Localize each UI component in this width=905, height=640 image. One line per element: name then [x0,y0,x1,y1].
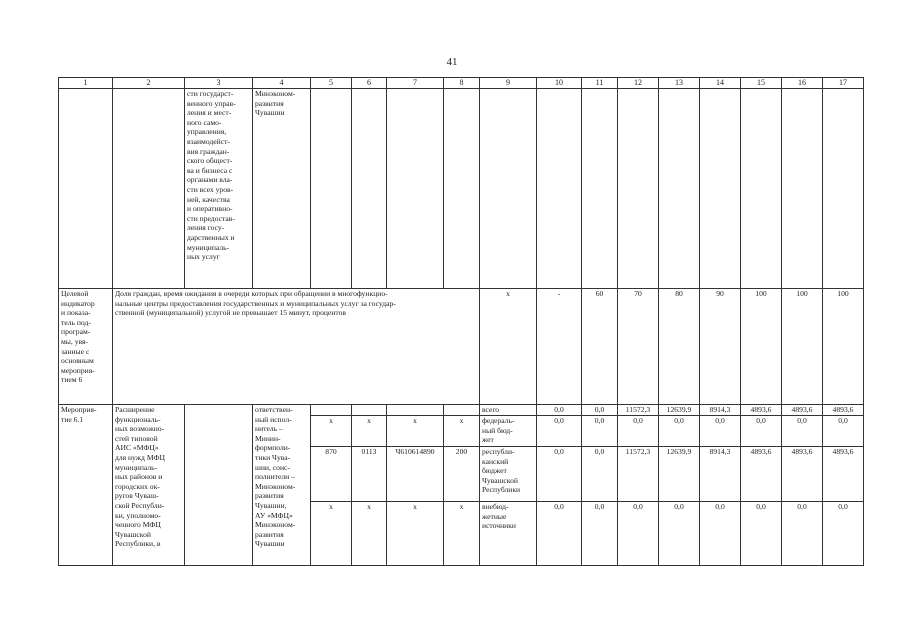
header-cell: 6 [352,78,387,89]
cell-line: источники [482,521,516,531]
amount-cell: 11572,3 [618,447,659,502]
cell-line: занные с [61,346,90,356]
amount-cell: 0,0 [537,447,582,502]
code-cell: х [352,416,387,447]
cell-line: тием 6 [61,375,83,385]
header-cell: 4 [253,78,311,89]
cell-line: и показа- [61,308,91,318]
amount-cell: 0,0 [537,405,582,416]
cell-line: тики Чува- [255,452,291,462]
indicator-label [59,289,113,405]
code-cell [387,405,444,416]
header-cell: 10 [537,78,582,89]
amount-cell: 12639,9 [659,447,700,502]
cell-line: ления госу- [187,223,225,233]
measure-description [113,405,185,566]
cell-line: Минэконом- [255,520,296,530]
cell-line: вия граждан- [187,146,230,156]
cell-line: Республики, в [115,539,161,549]
amount-cell: 0,0 [782,502,823,566]
code-cell [352,405,387,416]
cell-line: Чувашии [255,108,285,118]
code-cell: Ч610614890 [387,447,444,502]
cell-line: тие 6.1 [61,414,84,424]
cell-line: Минэконом- [255,481,296,491]
amount-cell: 0,0 [741,502,782,566]
cell-line: Расширение [115,405,155,414]
cell-line: Минин- [255,433,281,443]
measure-empty [185,405,253,566]
code-cell [311,405,352,416]
cell-line: ного само- [187,117,222,127]
cell-line: взаимодейст- [187,136,230,146]
header-cell: 13 [659,78,700,89]
cell-line: развития [255,98,284,108]
code-cell: х [311,502,352,566]
cell-line: програм- [61,327,91,337]
header-row [59,78,864,89]
cell-line: сти государст- [187,89,234,98]
code-cell: х [387,502,444,566]
amount-cell: 4893,6 [823,447,864,502]
cell-line: муниципаль- [187,242,230,252]
executor-cell [253,89,311,289]
indicator-row [59,289,864,405]
cell-line: ва и бизнеса с [187,165,233,175]
cell-line: федераль- [482,416,515,425]
indicator-value: 100 [823,289,864,405]
indicator-c10: - [537,289,582,405]
page-number: 41 [446,56,458,68]
amount-cell: 0,0 [700,502,741,566]
amount-cell: 4893,6 [741,447,782,502]
amount-cell: 0,0 [537,502,582,566]
cell-line: всего [482,405,500,414]
cell-line: сти предостав- [187,213,235,223]
code-cell: х [444,502,480,566]
header-cell: 11 [582,78,618,89]
header-cell: 15 [741,78,782,89]
code-cell: 200 [444,447,480,502]
measure-executors [253,405,311,566]
indicator-value: 60 [582,289,618,405]
cell-line: полнители – [255,472,295,482]
cell-line: ки, уполномо- [115,510,161,520]
cell-line: ный испол- [255,414,292,424]
cell-line: нитель – [255,424,283,434]
cell-line: мероприя- [61,365,95,375]
cell-line: основным [61,356,94,366]
amount-cell: 0,0 [659,502,700,566]
header-cell: 16 [782,78,823,89]
amount-cell: 4893,6 [741,405,782,416]
indicator-text [113,289,480,405]
indicator-value: 100 [782,289,823,405]
cell-line: внебюд- [482,502,509,511]
header-cell: 9 [480,78,537,89]
cell-line: ответствен- [255,405,293,414]
cell-line: ных услуг [187,252,220,262]
cell-line: Минэконом- [255,89,296,98]
header-cell: 2 [113,78,185,89]
amount-cell: 0,0 [741,416,782,447]
header-cell: 3 [185,78,253,89]
goal-text-cell [185,89,253,289]
amount-cell: 0,0 [582,405,618,416]
funding-source [480,405,537,416]
cell-line: ных районов и [115,472,163,482]
cell-line: формполи- [255,443,291,453]
amount-cell: 4893,6 [782,447,823,502]
amount-cell: 4893,6 [823,405,864,416]
header-cell: 1 [59,78,113,89]
amount-cell: 0,0 [700,416,741,447]
cell-line: венного управ- [187,98,236,108]
cell-line: тель под- [61,317,91,327]
cell-line: шии, соис- [255,462,290,472]
cell-line: развития [255,491,284,501]
indicator-value: 90 [700,289,741,405]
indicator-c9: х [480,289,537,405]
header-cell: 17 [823,78,864,89]
amount-cell: 4893,6 [782,405,823,416]
cell-line: управления, [187,127,227,137]
code-cell [444,405,480,416]
funding-source [480,416,537,447]
cell-line: дарственных и [187,232,235,242]
cell-line: АИС «МФЦ» [115,443,159,453]
cell-line: ней, качества [187,194,230,204]
code-cell: х [387,416,444,447]
code-cell: х [444,416,480,447]
cell-line: и оперативно- [187,204,233,214]
program-table [58,77,864,566]
amount-cell: 0,0 [582,502,618,566]
cell-line: сти всех уров- [187,184,234,194]
cell-line: развития [255,529,284,539]
cell-line: Чувашской [482,475,518,485]
amount-cell: 0,0 [582,447,618,502]
header-cell: 5 [311,78,352,89]
cell-line: органами вла- [187,175,233,185]
cell-line: для нужд МФЦ [115,452,165,462]
code-cell: 870 [311,447,352,502]
cell-line: ный бюд- [482,425,513,435]
cell-line: Республики [482,485,521,495]
amount-cell: 0,0 [618,502,659,566]
continuation-row [59,89,864,289]
cell-line: Мероприя- [61,405,97,414]
indicator-value: 80 [659,289,700,405]
amount-cell: 0,0 [659,416,700,447]
cell-line: ругов Чуваш- [115,491,159,501]
cell-line: Целевой [61,289,89,298]
amount-cell: 0,0 [823,502,864,566]
indicator-value: 100 [741,289,782,405]
cell-line: канский [482,456,509,466]
amount-cell: 11572,3 [618,405,659,416]
amount-cell: 8914,3 [700,405,741,416]
cell-line: Доля граждан, время ожидания в очереди которых при обращении в многофункцио- [115,289,388,298]
cell-line: индикатор [61,298,95,308]
cell-line: республи- [482,447,515,456]
cell-line: АУ «МФЦ» [255,510,293,520]
amount-cell: 0,0 [582,416,618,447]
cell-line: ления и мест- [187,108,232,118]
cell-line: Чувашии [255,539,285,549]
funding-source [480,502,537,566]
funding-source [480,447,537,502]
code-cell: х [352,502,387,566]
cell-line: Чувашской [115,529,151,539]
cell-line: бюджет [482,466,507,476]
cell-line: ственной (муниципальной) услугой не превышает 15 минут, процентов [115,308,346,318]
cell-line: ской Республи- [115,500,165,510]
indicator-value: 70 [618,289,659,405]
cell-line: ченного МФЦ [115,520,161,530]
amount-cell: 12639,9 [659,405,700,416]
cell-line: мы, увя- [61,336,89,346]
measure-row [59,405,864,416]
header-cell: 14 [700,78,741,89]
amount-cell: 0,0 [782,416,823,447]
cell-line: ского общест- [187,156,233,166]
code-cell: 0113 [352,447,387,502]
header-cell: 12 [618,78,659,89]
cell-line: жетные [482,511,507,521]
cell-line: муниципаль- [115,462,158,472]
cell-line: нальные центры предоставления государственных и муниципальных услуг за государ- [115,298,396,308]
cell-line: ных возможно- [115,424,165,434]
amount-cell: 0,0 [823,416,864,447]
amount-cell: 0,0 [537,416,582,447]
amount-cell: 8914,3 [700,447,741,502]
cell-line: жет [482,435,494,445]
header-cell: 8 [444,78,480,89]
code-cell: х [311,416,352,447]
cell-line: функциональ- [115,414,161,424]
amount-cell: 0,0 [618,416,659,447]
cell-line: Чувашии, [255,500,287,510]
header-cell: 7 [387,78,444,89]
cell-line: стей типовой [115,433,158,443]
measure-label [59,405,113,566]
cell-line: городских ок- [115,481,160,491]
